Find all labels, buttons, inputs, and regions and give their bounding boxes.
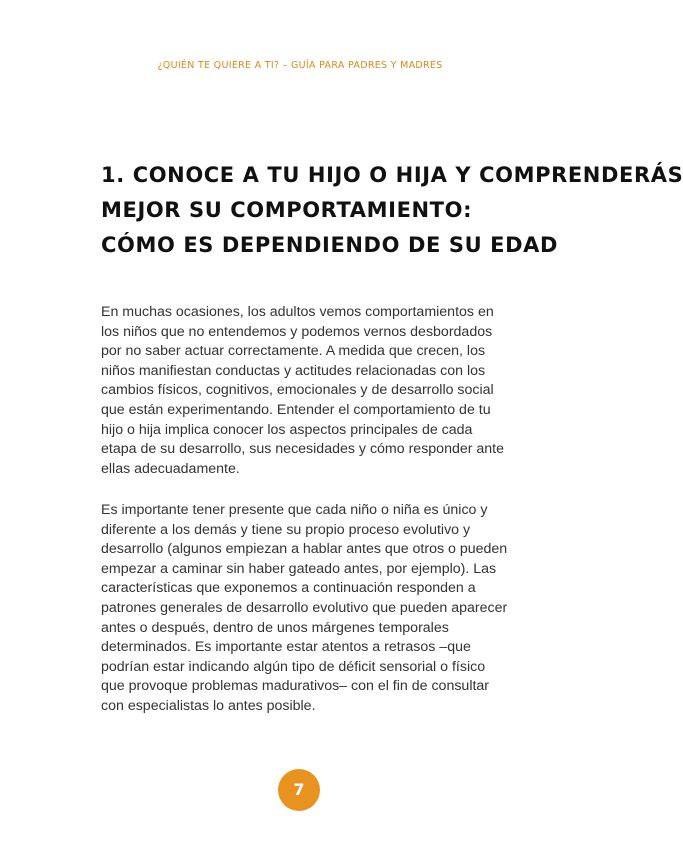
chapter-title-line-3: CÓMO ES DEPENDIENDO DE SU EDAD (101, 233, 558, 257)
body-paragraph-1: En muchas ocasiones, los adultos vemos comportamientos en los niños que no entendemos y podemos vernos desbordados por no saber actuar correctamente. A medida que crecen, los niños manifiestan conductas y actitudes relacionadas con los cambios físicos, cognitivos, emocionales y de desarrollo social que están experimentando. Entender el comportamiento de tu hijo o hija implica conocer los aspectos principales de cada etapa de su desarrollo, sus necesidades y cómo responder ante ellas adecuadamente. (101, 304, 505, 477)
chapter-title (101, 158, 683, 263)
running-header: ¿QUIÉN TE QUIERE A TI? – GUÍA PARA PADRES Y MADRES (157, 60, 443, 71)
body-paragraph-2: Es importante tener presente que cada niño o niña es único y diferente a los demás y tiene su propio proceso evolutivo y desarrollo (algunos empiezan a hablar antes que otros o pueden empezar a caminar sin haber gateado antes, por ejemplo). Las características que exponemos a continuación responden a patrones generales de desarrollo evolutivo que pueden aparecer antes o después, dentro de unos márgenes temporales determinados. Es importante estar atentos a retrasos –que podrían estar indicando algún tipo de déficit sensorial o físico que provoque problemas madurativos– con el fin de consultar con especialistas lo antes posible. (101, 502, 508, 714)
page-number-badge: 7 (278, 769, 320, 811)
chapter-title-line-2: MEJOR SU COMPORTAMIENTO: (101, 198, 473, 222)
chapter-title-line-1: 1. CONOCE A TU HIJO O HIJA Y COMPRENDERÁS (101, 163, 683, 187)
